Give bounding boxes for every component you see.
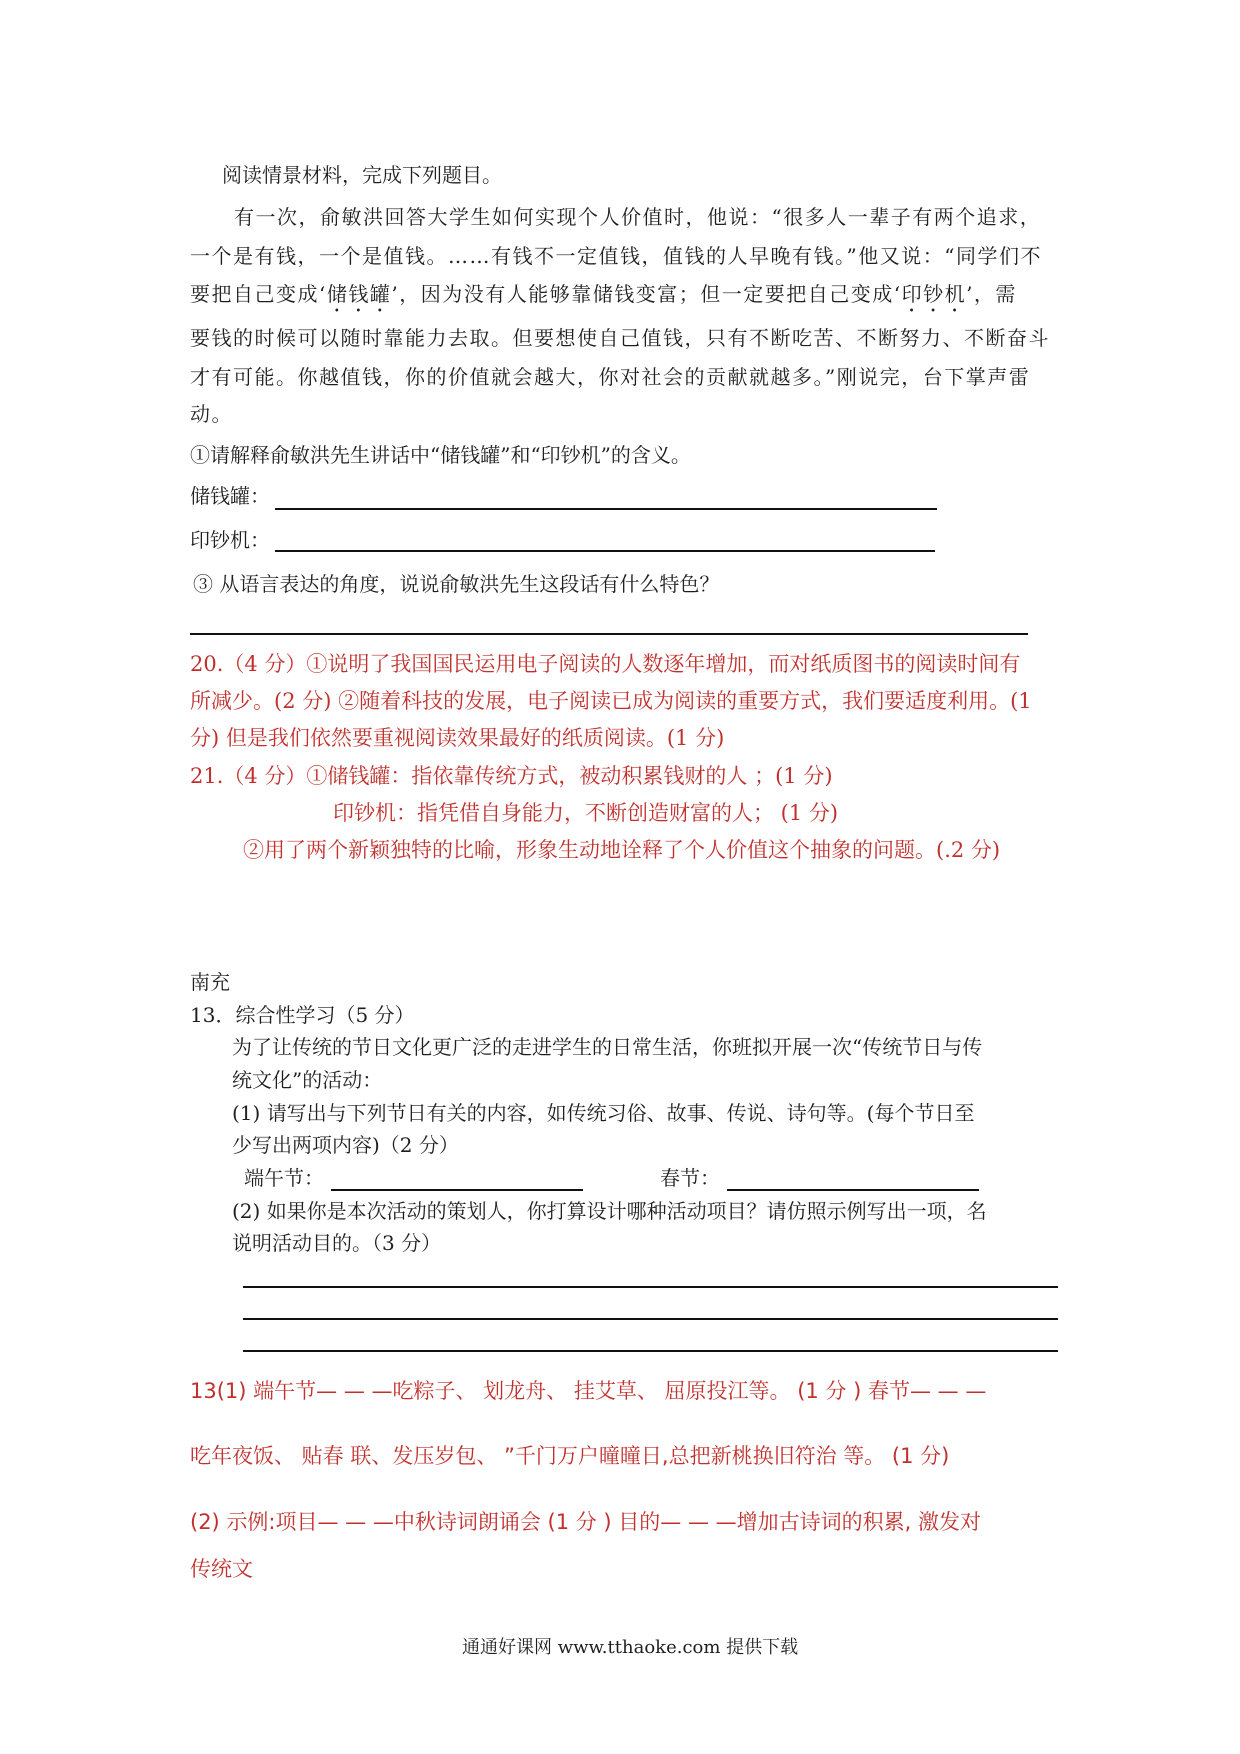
answer-13-line-2: 吃年夜饭、 贴春 联、发压岁包、 ”千门万户曈曈日,总把新桃换旧符治 等。 (1 分) — [190, 1444, 950, 1468]
emphasis-yinchaoji: 印钞机 — [901, 282, 967, 306]
q13-sub2-line-2: 说明活动目的。（3 分） — [232, 1231, 442, 1255]
answer-13-line-4: 传统文 — [190, 1557, 253, 1581]
passage-line-3 — [190, 280, 1017, 317]
answer-line-q2[interactable] — [190, 633, 1028, 635]
answer-line-chunjie[interactable] — [727, 1189, 979, 1191]
answer-21-line-2: 印钞机：指凭借自身能力，不断创造财富的人； (1 分) — [333, 801, 839, 825]
q13-intro-line-1: 为了让传统的节日文化更广泛的走进学生的日常生活，你班拟开展一次“传统节日与传 — [232, 1035, 983, 1059]
passage-line-2: 一个是有钱，一个是值钱。……有钱不一定值钱，值钱的人早晚有钱。”他又说：“同学们不 — [190, 244, 1042, 268]
passage-line-3-c: ’，需 — [966, 282, 1017, 306]
label-chuqianguan: 储钱罐： — [190, 484, 270, 508]
q13-sub1-line-2: 少写出两项内容)（2 分） — [232, 1133, 459, 1157]
passage-line-4: 要钱的时候可以随时靠能力去取。但要想使自己值钱，只有不断吃苦、不断努力、不断奋斗 — [190, 326, 1050, 350]
q13-sub2-line-1: (2) 如果你是本次活动的策划人，你打算设计哪种活动项目？请仿照示例写出一项，名 — [232, 1199, 987, 1223]
answer-20-line-1 — [190, 650, 1020, 678]
answer-20-prefix: 20.（4 分）①说明了我国 — [190, 652, 433, 676]
answer-line-sub2-1[interactable] — [243, 1286, 1058, 1288]
passage-line-6: 动。 — [190, 402, 233, 426]
answer-line-chuqianguan[interactable] — [275, 508, 937, 510]
q13-intro-line-2: 统文化”的活动： — [232, 1068, 383, 1092]
answer-line-sub2-2[interactable] — [243, 1318, 1058, 1320]
answer-20-main: 国民运用电子阅读的人数逐年增加，而对纸质图书的阅读时间有 — [432, 652, 1021, 676]
answer-line-yinchaoji[interactable] — [275, 550, 935, 552]
answer-21-line-1: 21.（4 分）①储钱罐：指依靠传统方式，被动积累钱财的人 ；(1 分) — [190, 764, 833, 788]
emphasis-chuqianguan: 储钱罐 — [326, 282, 392, 306]
question-1: ①请解释俞敏洪先生讲话中“储钱罐”和“印钞机”的含义。 — [190, 443, 691, 467]
answer-20-line-3: 分) 但是我们依然要重视阅读效果最好的纸质阅读。(1 分) — [190, 726, 725, 750]
label-duanwu: 端午节： — [244, 1166, 324, 1190]
region-label: 南充 — [190, 970, 230, 994]
passage-line-5: 才有可能。你越值钱，你的价值就会越大，你对社会的贡献就越多。”刚说完，台下掌声雷 — [190, 365, 1031, 389]
answer-21-line-3: ②用了两个新颖独特的比喻，形象生动地诠释了个人价值这个抽象的问题。(.2 分) — [243, 838, 1001, 862]
answer-line-sub2-3[interactable] — [243, 1350, 1058, 1352]
question-2: ③ 从语言表达的角度，说说俞敏洪先生这段话有什么特色？ — [193, 572, 720, 596]
q13-sub1-line-1: (1) 请写出与下列节日有关的内容，如传统习俗、故事、传说、诗句等。(每个节日至 — [232, 1101, 975, 1125]
answer-line-duanwu[interactable] — [331, 1189, 583, 1191]
passage-line-3-b: ’，因为没有人能够靠储钱变富；但一定要把自己变成‘ — [391, 282, 902, 306]
footer-credit: 通通好课网 www.tthaoke.com 提供下载 — [462, 1637, 799, 1658]
answer-20-line-2: 所减少。(2 分) ②随着科技的发展，电子阅读已成为阅读的重要方式，我们要适度利用。(1 — [190, 689, 1032, 713]
label-yinchaoji: 印钞机： — [190, 528, 270, 552]
answer-13-line-3: (2) 示例:项目— — —中秋诗词朗诵会 (1 分 ) 目的— — —增加古诗词的积累, 激发对 — [190, 1510, 981, 1534]
label-chunjie: 春节： — [660, 1166, 720, 1190]
q13-title: 13．综合性学习（5 分） — [190, 1003, 415, 1027]
passage-line-3-a: 要把自己变成‘ — [190, 282, 327, 306]
answer-13-line-1: 13(1) 端午节— — —吃粽子、 划龙舟、 挂艾草、 屈原投江等。 (1 分 ) 春节— — — — [190, 1379, 987, 1403]
instruction: 阅读情景材料，完成下列题目。 — [222, 163, 502, 187]
passage-line-1: 有一次，俞敏洪回答大学生如何实现个人价值时，他说：“很多人一辈子有两个追求， — [234, 205, 1042, 229]
